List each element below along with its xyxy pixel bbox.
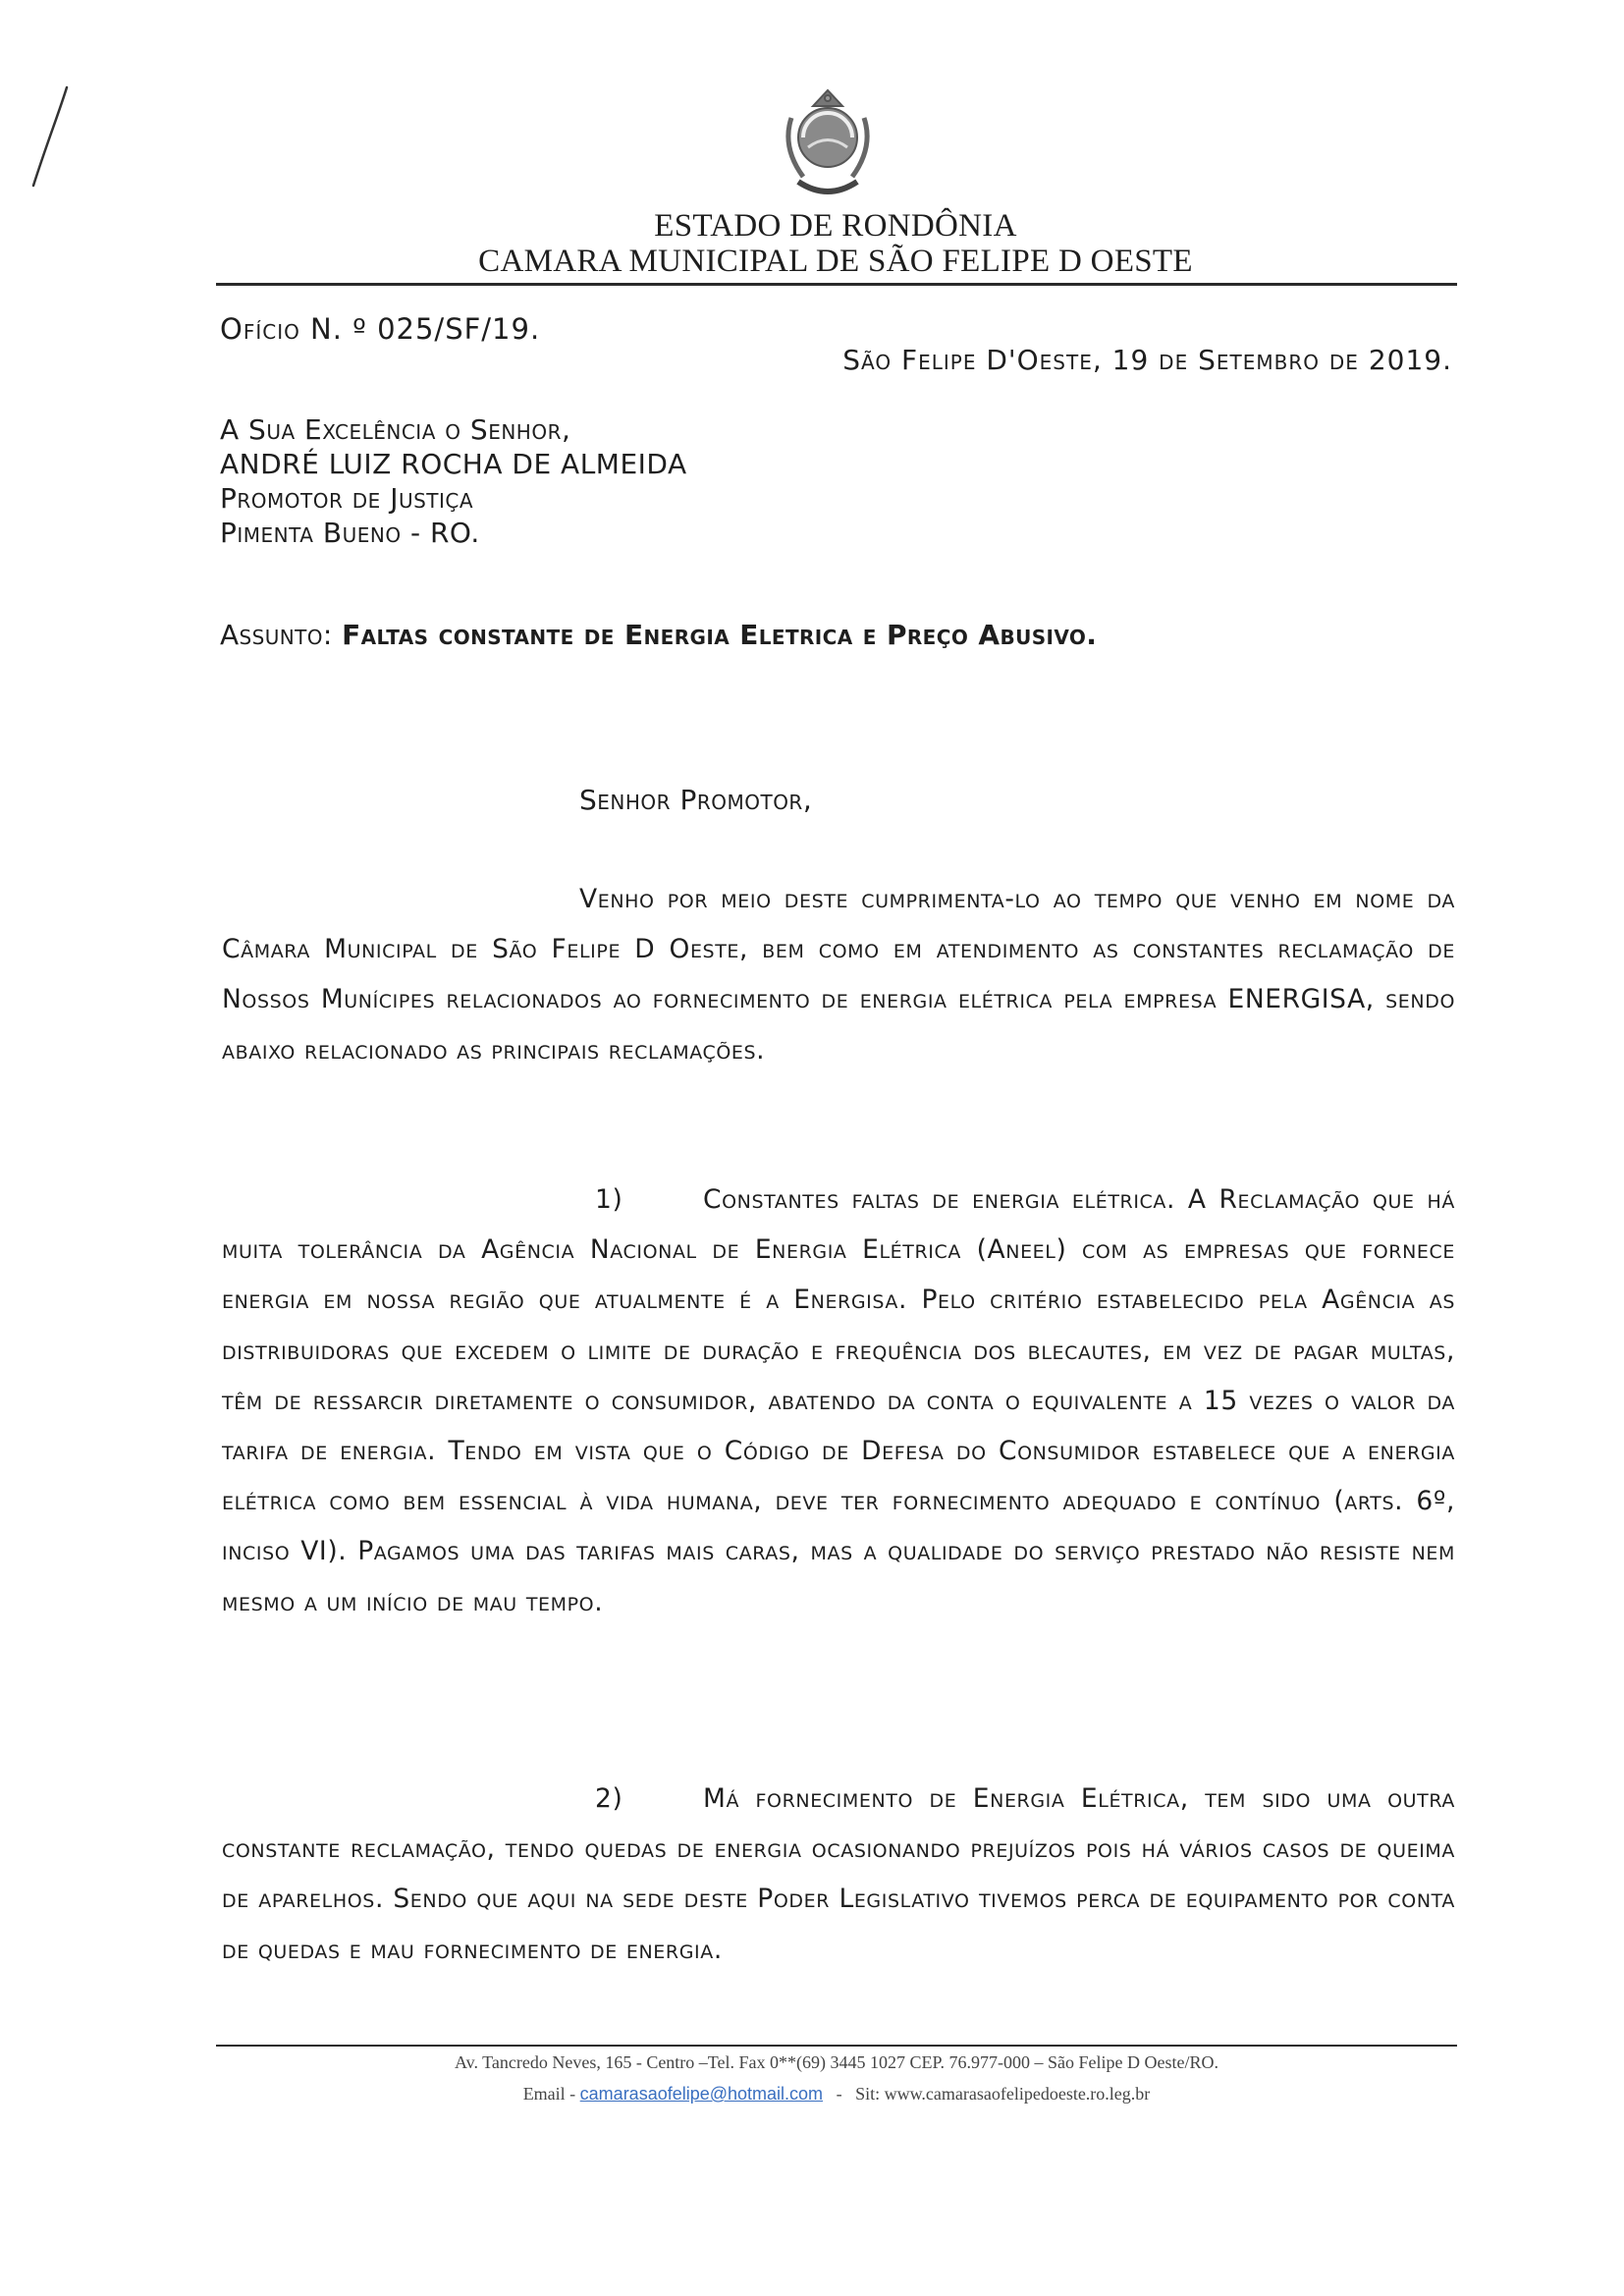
footer-divider bbox=[216, 2045, 1457, 2047]
subject-text: Faltas constante de Energia Eletrica e Preço Abusivo. bbox=[342, 619, 1098, 651]
intro-text: Venho por meio deste cumprimenta-lo ao tempo que venho em nome da Câmara Municipal de São Felipe D Oeste, bem como em atendimento as constantes reclamação de Nossos Munícipes relacionados ao fornecimento de energia elétrica pela empresa ENERGISA, sendo abaixo relacionado as principais reclamações. bbox=[222, 884, 1455, 1066]
complaint-item-1 bbox=[222, 1175, 1455, 1627]
intro-paragraph bbox=[222, 874, 1455, 1075]
addressee-name: ANDRÉ LUIZ ROCHA DE ALMEIDA bbox=[220, 448, 687, 480]
item-text: Má fornecimento de Energia Elétrica, tem sido uma outra constante reclamação, tendo quedas de energia ocasionando prejuízos pois há vários casos de queima de aparelhos. Sendo que aqui na sede deste Poder Legislativo tivemos perca de equipamento por conta de quedas e mau fornecimento de energia. bbox=[222, 1783, 1455, 1965]
addressee-location: Pimenta Bueno - RO. bbox=[220, 517, 480, 549]
oficio-number: Ofício N. º 025/SF/19. bbox=[220, 312, 541, 346]
letter-date: São Felipe D'Oeste, 19 de Setembro de 2019. bbox=[842, 344, 1452, 376]
salutation: Senhor Promotor, bbox=[579, 784, 813, 816]
footer-address: Av. Tancredo Neves, 165 - Centro –Tel. Fax 0**(69) 3445 1027 CEP. 76.977-000 – São Felipe D Oeste/RO. bbox=[454, 2052, 1219, 2072]
addressee-role: Promotor de Justiça bbox=[220, 482, 474, 515]
subject-line bbox=[220, 619, 1097, 651]
email-link[interactable]: camarasaofelipe@hotmail.com bbox=[579, 2084, 824, 2104]
complaint-item-2 bbox=[222, 1774, 1455, 1975]
addressee-line: A Sua Excelência o Senhor, bbox=[220, 413, 571, 446]
item-text: Constantes faltas de energia elétrica. A Reclamação que há muita tolerância da Agência Nacional de Energia Elétrica (Aneel) com as empresas que fornece energia em nossa região que atualmente é a Energisa. Pelo critério estabelecido pela Agência as distribuidoras que excedem o limite de duração e frequência dos blecautes, em vez de pagar multas, têm de ressarcir diretamente o consumidor, abatendo da conta o equivalente a 15 vezes o valor da tarifa de energia. Tendo em vista que o Código de Defesa do Consumidor estabelece que a energia elétrica como bem essencial à vida humana, deve ter fornecimento adequado e contínuo (arts. 6º, inciso VI). Pagamos uma das tarifas mais caras, mas a qualidade do serviço prestado não resiste nem mesmo a um início de mau tempo. bbox=[222, 1184, 1455, 1617]
state-coat-of-arms-icon bbox=[764, 79, 892, 206]
email-label: Email - bbox=[522, 2084, 576, 2104]
addressee-block bbox=[220, 412, 687, 550]
chamber-name-heading: CAMARA MUNICIPAL DE SÃO FELIPE D OESTE bbox=[478, 244, 1193, 279]
item-number: 1) bbox=[595, 1184, 623, 1215]
state-name-heading: ESTADO DE RONDÔNIA bbox=[654, 208, 1017, 244]
site-address: Sit: www.camarasaofelipedoeste.ro.leg.br bbox=[855, 2084, 1151, 2104]
subject-label: Assunto: bbox=[220, 619, 333, 651]
footer-contact bbox=[216, 2084, 1457, 2105]
item-number: 2) bbox=[595, 1783, 623, 1814]
footer-separator: - bbox=[836, 2084, 842, 2104]
pen-mark bbox=[20, 83, 79, 191]
header-divider bbox=[216, 283, 1457, 286]
